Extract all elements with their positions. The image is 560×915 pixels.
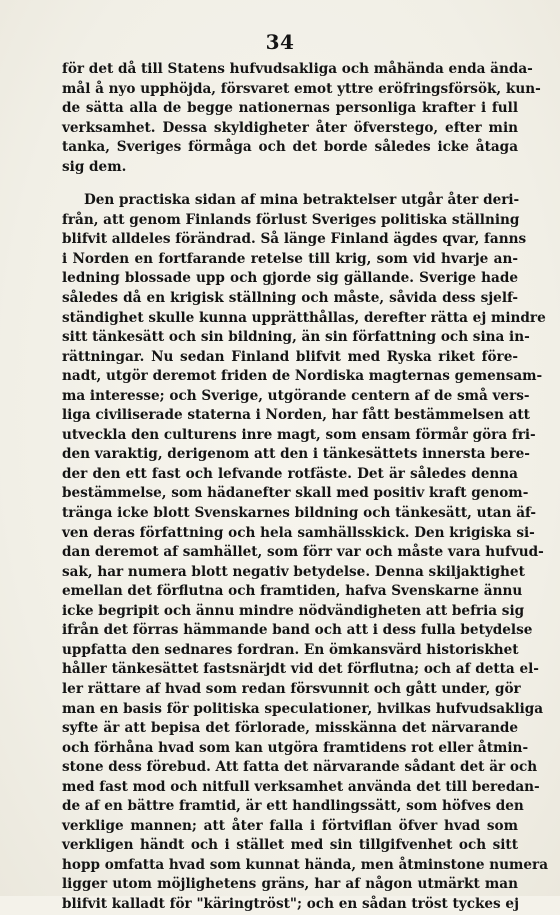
text-line: uppfatta den sednares fordran. En ömkansvärd historiskhet: [62, 641, 519, 658]
text-line: rättningar. Nu sedan Finland blifvit med Ryska riket före-: [62, 348, 518, 365]
text-line: de af en bättre framtid, är ett handlingssätt, som höfves den: [62, 798, 524, 815]
text-line: bestämmelse, som hädanefter skall med positiv kraft genom-: [62, 485, 529, 502]
page-number: 34: [265, 30, 295, 54]
text-line: de sätta alla de begge nationernas personliga krafter i full: [62, 100, 518, 117]
paragraph-1: [62, 60, 541, 177]
text-line: sak, har numera blott negativ betydelse. Denna skiljaktighet: [62, 563, 525, 580]
text-line: stone dess förebud. Att fatta det närvarande sådant det är och: [62, 759, 538, 776]
text-line: ständighet skulle kunna upprätthållas, derefter rätta ej mindre: [62, 309, 546, 326]
text-line: verksamhet. Dessa skyldigheter åter öfverstego, efter min: [62, 119, 518, 136]
text-line: der den ett fast och lefvande rotfäste. Det är således denna: [62, 465, 518, 482]
text-line: tränga icke blott Svenskarnes bildning och tänkesätt, utan äf-: [62, 505, 537, 522]
text-line: tanka, Sveriges förmåga och det borde således icke åtaga: [62, 139, 518, 156]
text-line: syfte är att bepisa det förlorade, misskänna det närvarande: [62, 720, 518, 737]
text-line: sitt tänkesätt och sin bildning, än sin författning och sina in-: [62, 329, 530, 346]
text-line: för det då till Statens hufvudsakliga och måhända enda ända-: [62, 61, 533, 77]
text-line: den varaktig, derigenom att den i tänkesättets innersta bere-: [62, 446, 530, 463]
text-line: ven deras författning och hela samhällsskick. Den krigiska si-: [62, 524, 535, 541]
text-line: ligger utom möjlighetens gräns, har af någon utmärkt man: [62, 876, 518, 893]
text-line: verklige mannen; att åter falla i förtviflan öfver hvad som: [62, 817, 518, 834]
text-line: blifvit kalladt för "käringtröst"; och en sådan tröst tyckes ej: [62, 895, 520, 912]
text-line: utveckla den culturens inre magt, som ensam förmår göra fri-: [62, 426, 536, 443]
text-line: mål å nyo upphöjda, försvaret emot yttre eröfringsförsök, kun-: [62, 80, 541, 97]
text-line: ma interesse; och Sverige, utgörande centern af de små vers-: [62, 387, 530, 404]
text-line: liga civiliserade staterna i Norden, har fått bestämmelsen att: [62, 407, 530, 424]
text-line: från, att genom Finlands förlust Sveriges politiska ställning: [62, 211, 520, 228]
text-line: hopp omfatta hvad som kunnat hända, men åtminstone numera: [62, 856, 549, 873]
text-line: ledning blossade upp och gjorde sig gällande. Sverige hade: [62, 270, 518, 287]
text-line: emellan det förflutna och framtiden, hafva Svenskarne ännu: [62, 583, 523, 600]
paragraph-gap: [62, 177, 518, 191]
text-line: med fast mod och nitfull verksamhet använda det till beredan-: [62, 778, 540, 795]
text-line: nadt, utgör deremot friden de Nordiska magternas gemensam-: [62, 368, 543, 385]
text-line: verkligen händt och i stället med sin tillgifvenhet och sitt: [62, 837, 518, 854]
text-line: sig dem.: [62, 158, 127, 175]
text-line: Den practiska sidan af mina betraktelser utgår åter deri-: [84, 192, 520, 209]
paragraph-2: [62, 191, 549, 914]
text-line: håller tänkesättet fastsnärjdt vid det förflutna; och af detta el-: [62, 661, 539, 678]
text-line: icke begripit och ännu mindre nödvändigheten att befria sig: [62, 602, 525, 619]
body-text: [62, 60, 549, 915]
text-line: ler rättare af hvad som redan försvunnit och gått under, gör: [62, 680, 521, 697]
text-line: således då en krigisk ställning och måste, såvida dess sjelf-: [62, 290, 518, 307]
text-line: man en basis för politiska speculationer, hvilkas hufvudsakliga: [62, 700, 544, 717]
text-line: dan deremot af samhället, som förr var och måste vara hufvud-: [62, 544, 544, 561]
text-line: blifvit alldeles förändrad. Så länge Finland ägdes qvar, fanns: [62, 231, 527, 248]
text-line: i Norden en fortfarande retelse till krig, som vid hvarje an-: [62, 250, 518, 267]
text-line: och förhåna hvad som kan utgöra framtidens rot eller åtmin-: [62, 739, 529, 756]
text-line: ifrån det förras hämmande band och att i dess fulla betydelse: [62, 622, 533, 639]
